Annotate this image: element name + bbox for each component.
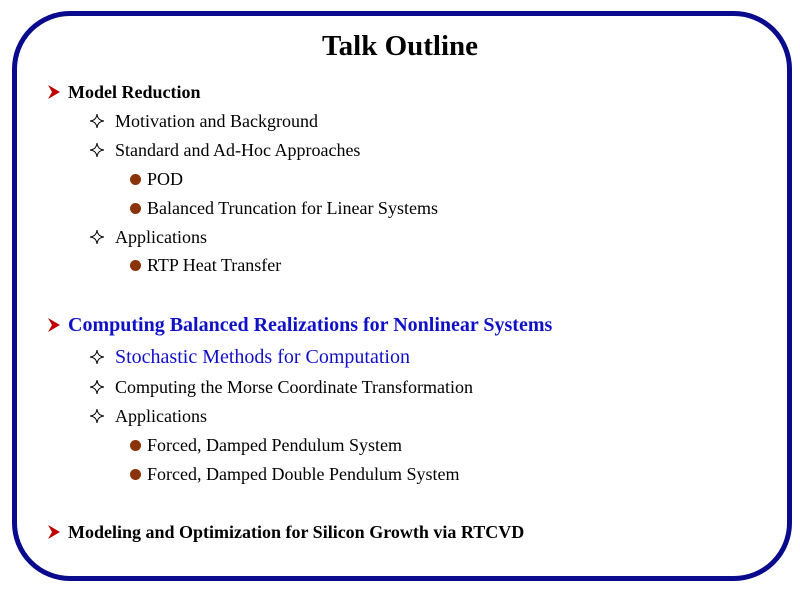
list-item [90,140,360,161]
list-item [90,111,318,132]
filled-circle-icon [130,469,141,480]
filled-circle-icon [130,203,141,214]
subitem-label: Balanced Truncation for Linear Systems [147,198,438,218]
arrow-bullet-icon [48,522,68,543]
arrow-bullet-icon [48,314,68,337]
list-subitem [130,435,402,456]
item-label: Motivation and Background [115,111,318,131]
section-silicon-growth [48,522,524,543]
subitem-label: RTP Heat Transfer [147,255,282,275]
four-point-star-icon [90,346,115,369]
filled-circle-icon [130,440,141,451]
list-item [90,406,207,427]
list-subitem [130,464,459,485]
subitem-label: POD [147,169,184,189]
filled-circle-icon [130,174,141,185]
four-point-star-icon [90,377,115,398]
list-item [90,346,410,369]
section-label: Computing Balanced Realizations for Nonlinear Systems [68,314,553,336]
list-subitem [130,169,183,190]
four-point-star-icon [90,140,115,161]
list-subitem [130,255,281,276]
four-point-star-icon [90,406,115,427]
filled-circle-icon [130,260,141,271]
four-point-star-icon [90,111,115,132]
item-label: Applications [115,406,207,426]
item-label: Applications [115,227,207,247]
list-subitem [130,198,438,219]
item-label: Computing the Morse Coordinate Transformation [115,377,473,397]
slide-title: Talk Outline [321,30,479,62]
section-model-reduction [48,82,201,103]
item-label: Standard and Ad-Hoc Approaches [115,140,361,160]
subitem-label: Forced, Damped Pendulum System [147,435,402,455]
list-item [90,227,207,248]
section-balanced-realizations [48,314,552,337]
list-item [90,377,473,398]
item-label: Stochastic Methods for Computation [115,346,410,368]
section-label: Modeling and Optimization for Silicon Growth via RTCVD [68,522,525,542]
subitem-label: Forced, Damped Double Pendulum System [147,464,460,484]
four-point-star-icon [90,227,115,248]
section-label: Model Reduction [68,82,201,102]
arrow-bullet-icon [48,82,68,103]
